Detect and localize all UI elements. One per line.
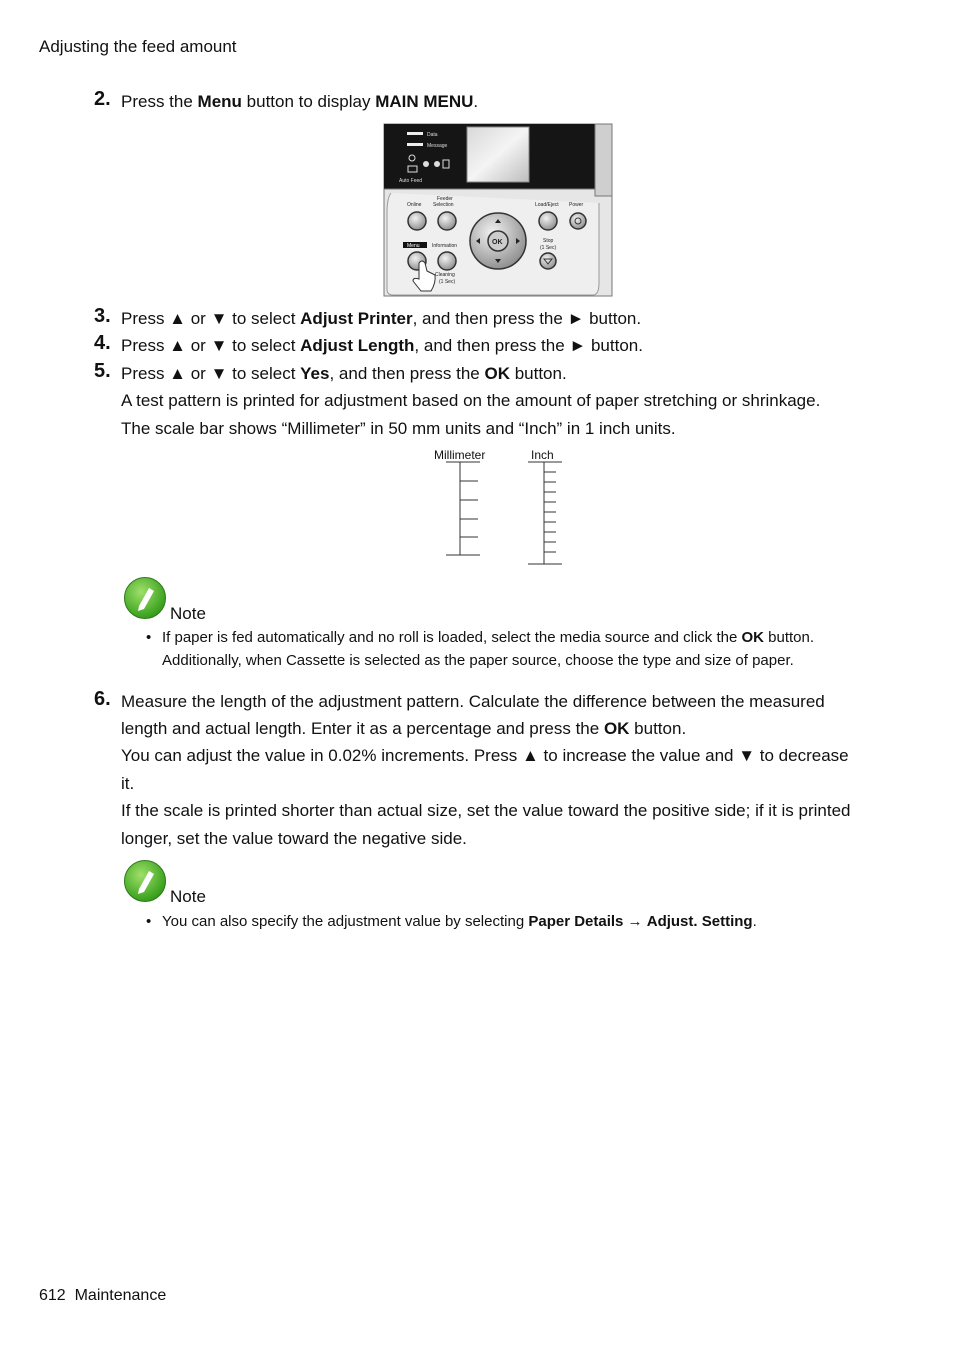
step-text: Press ▲ or ▼ to select [121,309,301,328]
panel-label: Power [569,202,584,208]
step-6-line: If the scale is printed shorter than actual size, set the value toward the positive side; if it is printed [121,801,851,820]
step-text: Press ▲ or ▼ to select [121,336,301,355]
panel-label: Feeder [437,196,453,202]
step-number: 4. [94,332,111,354]
step-text: button. [509,364,567,383]
panel-label: Information [432,243,458,249]
note-text: You can also specify the adjustment value by selecting [162,913,529,930]
panel-label: Stop [543,238,554,244]
step-5-detail: The scale bar shows “Millimeter” in 50 mm units and “Inch” in 1 inch units. [121,419,676,438]
step-text: length and actual length. Enter it as a percentage and press the [121,719,604,738]
ui-term: OK [741,629,764,646]
step-4-text [121,336,643,356]
step-number: 5. [94,360,111,382]
page-footer [39,1287,166,1305]
step-text: , and then press the ► button. [414,336,643,355]
note-1-line [162,629,814,646]
ui-term: Menu [197,92,242,111]
step-text: . [473,92,479,111]
panel-label: Message [427,143,448,149]
step-6-line: longer, set the value toward the negative side. [121,829,467,848]
step-text: button to display [241,92,376,111]
ui-term: Adjust Length [300,336,415,355]
step-6-line: it. [121,774,135,793]
panel-label: Menu [407,243,420,249]
step-text: Press the [121,92,198,111]
ui-term: Yes [300,364,330,383]
step-2-text [121,92,478,112]
panel-label: OK [492,239,503,246]
step-text: , and then press the [329,364,485,383]
note-text: If paper is fed automatically and no roll is loaded, select the media source and click the [162,629,742,646]
scale-label: Millimeter [434,448,486,462]
step-text: Press ▲ or ▼ to select [121,364,301,383]
step-5-detail: A test pattern is printed for adjustment based on the amount of paper stretching or shrinkage. [121,391,821,410]
step-6-line: Measure the length of the adjustment pattern. Calculate the difference between the measured [121,692,825,711]
panel-label: (1 Sec) [439,279,456,285]
note-label: Note [170,887,206,906]
scale-label: Inch [531,448,554,462]
panel-label: Data [427,132,438,138]
note-text: button. [764,629,815,646]
panel-label: Selection [433,202,454,208]
ui-term: Adjust Printer [300,309,413,328]
note-pencil-icon [124,860,166,902]
control-panel-illustration [383,123,615,301]
panel-label: Cleaning [435,272,455,278]
note-bullet: • [146,629,152,646]
step-text: , and then press the ► button. [412,309,642,328]
power-button [570,213,586,229]
step-number: 3. [94,305,111,327]
step-number: 2. [94,88,111,110]
panel-label: (1 Sec) [540,245,557,251]
ui-term: Adjust. Setting [646,913,753,930]
online-button [408,212,426,230]
stop-button [540,253,556,269]
panel-label: Online [407,202,422,208]
step-5-text [121,364,567,384]
page-number: 612 [39,1287,66,1304]
load-eject-button [539,212,557,230]
panel-label: Auto Feed [399,178,423,184]
step-6-line [121,719,686,739]
ui-term: MAIN MENU [375,92,474,111]
footer-section: Maintenance [74,1287,167,1304]
ui-term: OK [603,719,630,738]
note-pencil-icon [124,577,166,619]
note-text: . [752,913,757,930]
step-6-line: You can adjust the value in 0.02% increments. Press ▲ to increase the value and ▼ to decrease [121,746,849,765]
ui-term: Paper Details [528,913,624,930]
note-2-line [162,913,757,930]
note-1-line: Additionally, when Cassette is selected as the paper source, choose the type and size of paper. [162,652,794,669]
step-text: button. [629,719,687,738]
step-3-text [121,309,641,329]
panel-label: Load/Eject [535,202,559,208]
note-text: → [623,913,647,930]
ui-term: OK [484,364,510,383]
note-bullet: • [146,913,152,930]
running-header: Adjusting the feed amount [39,37,237,56]
information-button [438,252,456,270]
note-label: Note [170,604,206,623]
feeder-selection-button [438,212,456,230]
step-number: 6. [94,688,111,710]
scale-bar-illustration [430,445,570,570]
